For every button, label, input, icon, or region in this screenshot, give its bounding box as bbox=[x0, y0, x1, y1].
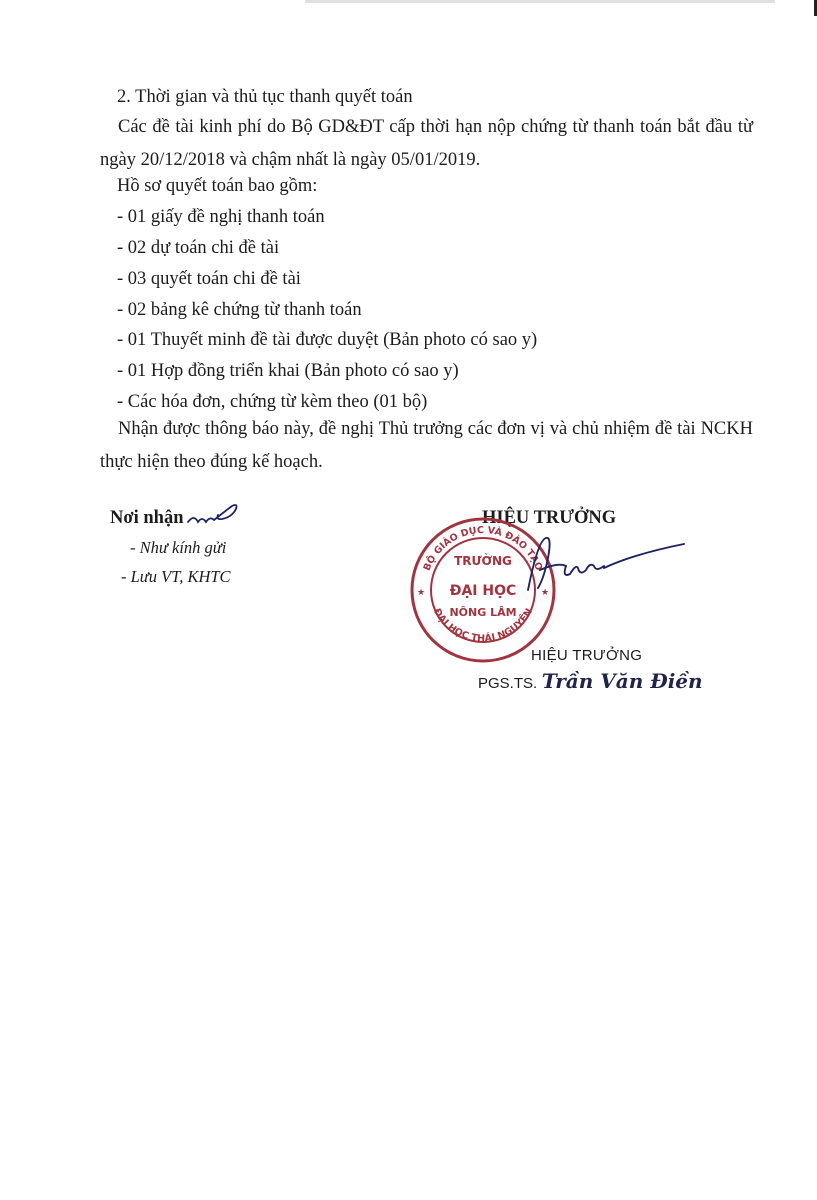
list-item: - 01 giấy đề nghị thanh toán bbox=[117, 207, 325, 227]
recipient-item: - Lưu VT, KHTC bbox=[121, 567, 231, 586]
list-item: - 01 Thuyết minh đề tài được duyệt (Bản photo có sao y) bbox=[117, 330, 538, 350]
svg-text:★: ★ bbox=[541, 588, 550, 598]
closing-paragraph: Nhận được thông báo này, đề nghị Thủ trưởng các đơn vị và chủ nhiệm đề tài NCKH thực hiện theo đúng kế hoạch. bbox=[100, 419, 753, 472]
recipient-item: - Như kính gửi bbox=[130, 538, 227, 557]
svg-text:TRƯỜNG: TRƯỜNG bbox=[454, 554, 512, 568]
signer-name-line bbox=[478, 670, 703, 695]
intro-paragraph: Các đề tài kinh phí do Bộ GD&ĐT cấp thời hạn nộp chứng từ thanh toán bắt đầu từ ngày 20/12/2018 và chậm nhất là ngày 05/01/2019. bbox=[100, 117, 753, 170]
initial-mark-icon bbox=[186, 502, 246, 528]
list-item: - 01 Hợp đồng triển khai (Bản photo có sao y) bbox=[117, 361, 459, 381]
section-heading: 2. Thời gian và thủ tục thanh quyết toán bbox=[117, 87, 413, 107]
recipients-label: Nơi nhận bbox=[110, 508, 184, 528]
handwritten-signature-icon bbox=[520, 530, 690, 600]
scan-top-rule bbox=[305, 0, 775, 3]
dossier-heading: Hồ sơ quyết toán bao gồm: bbox=[117, 176, 318, 196]
list-item: - 02 dự toán chi đề tài bbox=[117, 238, 280, 258]
svg-text:BỘ GIÁO DỤC VÀ ĐÀO TẠO: BỘ GIÁO DỤC VÀ ĐÀO TẠO bbox=[421, 524, 545, 573]
signer-position-label: HIỆU TRƯỞNG bbox=[531, 647, 643, 664]
signer-name: Trần Văn Điền bbox=[541, 669, 703, 693]
signer-title-prefix: PGS.TS. bbox=[478, 675, 538, 692]
svg-text:★: ★ bbox=[417, 588, 426, 598]
svg-text:NÔNG LÂM: NÔNG LÂM bbox=[449, 606, 517, 619]
svg-text:ĐẠI HỌC: ĐẠI HỌC bbox=[449, 583, 517, 599]
list-item: - 02 bảng kê chứng từ thanh toán bbox=[117, 300, 362, 320]
list-item: - Các hóa đơn, chứng từ kèm theo (01 bộ) bbox=[117, 392, 428, 412]
signer-position-heading: HIỆU TRƯỞNG bbox=[482, 508, 617, 528]
svg-text:ĐẠI HỌC THÁI NGUYÊN: ĐẠI HỌC THÁI NGUYÊN bbox=[431, 606, 535, 645]
list-item: - 03 quyết toán chi đề tài bbox=[117, 269, 301, 289]
